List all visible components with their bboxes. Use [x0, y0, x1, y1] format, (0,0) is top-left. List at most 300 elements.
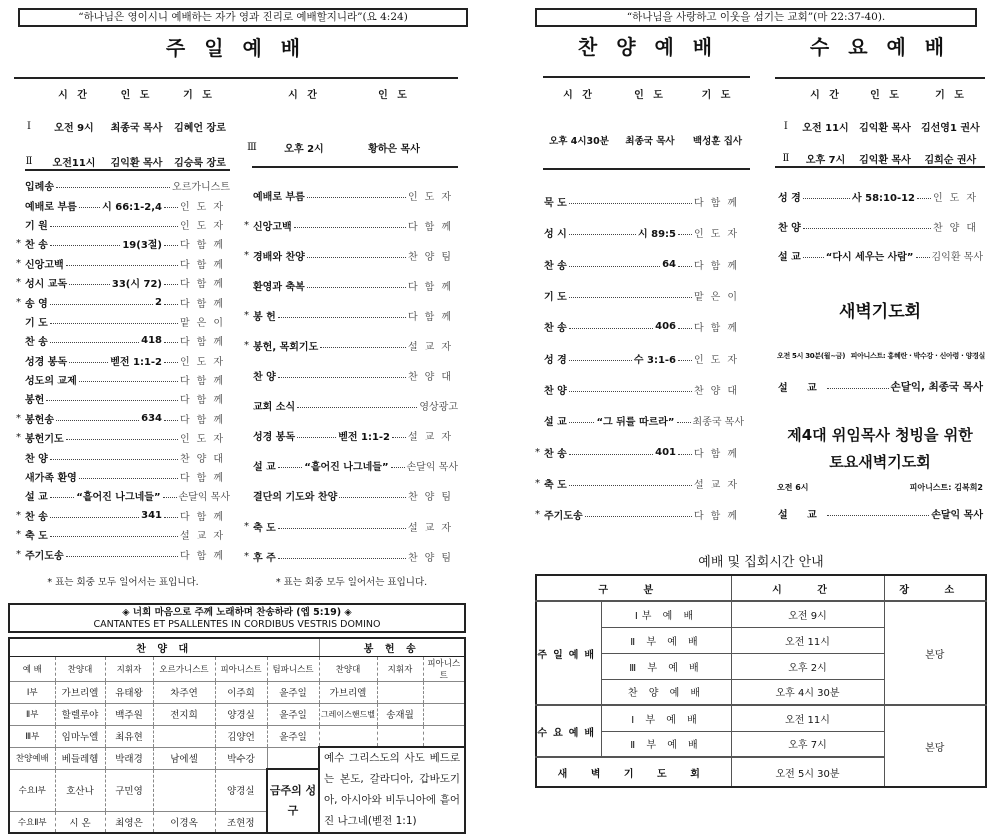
choir-cell: 남에셀 [153, 747, 215, 769]
order-item-role: 김익환 목사 [931, 252, 983, 264]
leader-dots [66, 265, 178, 266]
order-item-label: 찬 송 [25, 240, 48, 252]
order-item-label: 성경 봉독 [25, 356, 68, 368]
leader-dots [569, 328, 653, 329]
choir-column-header: 지휘자 [377, 656, 423, 681]
order-item [25, 195, 230, 214]
order-item-role: 설교자 [408, 432, 458, 444]
leader-dots [164, 420, 178, 421]
standing-mark: * [16, 412, 21, 424]
order-item [244, 240, 458, 270]
leader-dots [278, 377, 406, 378]
service-no: Ⅱ [25, 156, 33, 167]
choir-cell: 송재월 [377, 703, 423, 725]
leader-dots [320, 347, 406, 348]
saturday-time: 오전 6시 [777, 483, 809, 492]
choir-column-header: 찬양대 [55, 656, 105, 681]
standing-mark: * [16, 257, 21, 269]
service-time: 오후 7시 [731, 731, 884, 757]
service-time: 오후 4시30분 [549, 136, 609, 147]
service-name: Ⅰ 부 예 배 [601, 705, 731, 731]
standing-mark: * [535, 477, 540, 489]
saturday-prayer-title [775, 422, 985, 476]
service-leader: 최종국 목사 [625, 136, 675, 147]
order-item-role: 다함께 [180, 376, 230, 388]
standing-mark: * [16, 529, 21, 541]
leader-dots [50, 323, 178, 324]
choir-cell: 할렐루야 [55, 703, 105, 725]
order-item-role: 다함께 [694, 260, 744, 272]
service-leader: 김익환 목사 [110, 158, 163, 169]
schedule-row [536, 705, 986, 731]
leader-dots [79, 207, 100, 208]
leader-dots [79, 381, 178, 382]
header-category: 구 분 [536, 575, 731, 601]
order-item-label: 예배로 부름 [253, 191, 305, 203]
leader-dots [803, 257, 824, 258]
dawn-preacher: 손달익, 최종국 목사 [890, 381, 983, 393]
order-item-label: 성 경 [778, 193, 801, 205]
order-item [244, 300, 458, 330]
choir-cell [153, 769, 215, 811]
right-quote-banner: “하나님을 사랑하고 이웃을 섬기는 교회”(마 22:37-40). [535, 8, 977, 27]
order-item [544, 249, 744, 280]
header-prayer: 기 도 [183, 90, 215, 101]
order-item [253, 180, 458, 210]
order-item [25, 215, 230, 234]
choir-cell: 양경실 [215, 769, 267, 811]
header-leader: 인 도 [378, 90, 410, 101]
order-item [544, 342, 744, 373]
service-name: 찬양예배 [9, 747, 55, 769]
choir-cell: 양경실 [215, 703, 267, 725]
order-item-label: 축 도 [25, 531, 48, 543]
order-item-label: 성도의 교제 [25, 376, 77, 388]
order-item-role: 설교자 [408, 342, 458, 354]
leader-dots [569, 297, 692, 298]
order-item-label: 교회 소식 [253, 402, 296, 414]
choir-cell: 임마누엘 [55, 725, 105, 747]
order-item-role: 다함께 [408, 281, 458, 293]
dawn-prayer-title: 새벽기도회 [838, 302, 922, 322]
service-leader: 황하은 목사 [368, 144, 420, 155]
leader-dots [278, 467, 302, 468]
weekly-verse-text: 예수 그리스도의 사도 베드로는 본도, 갈라디아, 갑바도기아, 아시아와 비두니아에 흩어진 나그네(벧전 1:1) [319, 747, 465, 833]
order-item [244, 541, 458, 571]
saturday-sermon [778, 506, 983, 521]
order-item-role: 다함께 [180, 395, 230, 407]
leader-dots [164, 362, 178, 363]
order-item-role: 다함께 [180, 298, 230, 310]
sunday-service-b [240, 86, 458, 155]
choir-column-header: 찬양대 [319, 656, 377, 681]
category-dawn: 새 벽 기 도 회 [536, 757, 731, 787]
order-item-role: 찬양대 [180, 453, 230, 465]
divider [775, 166, 985, 168]
service-no: Ⅰ [783, 121, 788, 132]
order-item-role: 최종국 목사 [692, 417, 744, 429]
order-item [253, 391, 458, 421]
divider [775, 77, 985, 79]
leader-dots [307, 197, 406, 198]
choir-cell [319, 725, 377, 747]
divider [543, 168, 750, 170]
leader-dots [803, 198, 850, 199]
order-item-role: 인도자 [933, 193, 983, 205]
order-item [253, 451, 458, 481]
order-item-label: 봉헌송 [25, 414, 54, 426]
leader-dots [569, 454, 653, 455]
service-prayer: 백성훈 집사 [692, 136, 743, 147]
choir-row [9, 703, 465, 725]
leader-dots [50, 342, 139, 343]
order-item-label: 봉헌, 목회기도 [253, 342, 319, 354]
category-sunday: 주일예배 [536, 601, 601, 705]
choir-column-header: 예 배 [9, 656, 55, 681]
order-item-role: 다함께 [180, 240, 230, 252]
order-item-role: 다함께 [694, 323, 744, 335]
service-time: 오전 9시 [54, 123, 94, 134]
standing-mark: * [244, 340, 249, 352]
order-item-label: 찬 양 [25, 453, 48, 465]
order-item-label: 예배로 부름 [25, 201, 77, 213]
header-time: 시 간 [810, 90, 842, 101]
leader-dots [46, 400, 178, 401]
order-item-reference: 418 [141, 335, 163, 347]
service-leader: 김익환 목사 [859, 155, 911, 166]
leader-dots [916, 257, 930, 258]
leader-dots [50, 517, 139, 518]
schedule-row [536, 601, 986, 627]
order-item-label: 설 교 [253, 462, 276, 474]
choir-cell: 이경옥 [153, 811, 215, 833]
choir-cell: 윤주일 [267, 681, 319, 703]
service-row [14, 154, 232, 169]
leader-dots [56, 187, 170, 188]
order-item [25, 312, 230, 331]
choir-cell: 박수강 [215, 747, 267, 769]
saturday-prayer-info [777, 482, 983, 493]
order-item-reference: 19(3절) [122, 240, 163, 252]
order-item-label: 후 주 [253, 552, 276, 564]
standing-mark: * [244, 550, 249, 562]
standing-mark: * [244, 219, 249, 231]
service-row [775, 151, 985, 166]
order-item [244, 330, 458, 360]
order-item [25, 351, 230, 370]
leader-dots [294, 227, 406, 228]
leader-dots [66, 439, 178, 440]
saturday-title-line2: 토요새벽기도회 [829, 453, 931, 471]
service-prayer: 김승룩 장로 [174, 158, 226, 169]
leader-dots [164, 517, 178, 518]
standing-mark: * [16, 296, 21, 308]
service-time: 오전 11시 [802, 123, 849, 134]
order-item-label: 봉헌기도 [25, 434, 64, 446]
order-item-reference: 벧전 1:1-2 [110, 356, 163, 368]
service-name: Ⅱ 부 예 배 [601, 627, 731, 653]
order-item-reference: 401 [655, 446, 677, 458]
choir-cell: 유태왕 [105, 681, 153, 703]
leader-dots [69, 362, 108, 363]
service-name: Ⅲ 부 예 배 [601, 653, 731, 679]
order-item-role: 맡은이 [694, 292, 744, 304]
standing-mark: * [535, 509, 540, 521]
leader-dots [569, 203, 692, 204]
service-time: 오전 5시 30분 [731, 757, 884, 787]
choir-cell: 윤주일 [267, 725, 319, 747]
service-name: Ⅰ부 예 배 [601, 601, 731, 627]
order-item-reference: “다시 세우는 사람” [825, 252, 914, 264]
dawn-prayer-info [777, 351, 985, 361]
order-item-role: 다함께 [180, 279, 230, 291]
header-prayer: 기 도 [935, 90, 967, 101]
leader-dots [569, 234, 636, 235]
choir-cell [153, 725, 215, 747]
saturday-title-line1: 제4대 위임목사 청빙을 위한 [787, 426, 973, 444]
standing-mark: * [16, 509, 21, 521]
offertory-group-header: 봉 헌 송 [319, 638, 465, 656]
order-item-reference: 벧전 1:1-2 [338, 432, 391, 444]
choir-row [9, 747, 465, 769]
order-item [16, 273, 230, 292]
order-item [25, 331, 230, 350]
order-item-role: 다함께 [180, 337, 230, 349]
order-item [253, 361, 458, 391]
order-item-role: 영상광고 [419, 402, 458, 414]
order-item-role: 다함께 [694, 448, 744, 460]
order-item [544, 280, 744, 311]
dawn-sermon [778, 379, 983, 394]
order-item-label: 찬 양 [253, 372, 276, 384]
service-name: Ⅰ부 [9, 681, 55, 703]
standing-mark: * [16, 238, 21, 250]
service-row [14, 119, 232, 134]
praise-service-title: 찬 양 예 배 [577, 35, 719, 59]
order-item-role: 다함께 [694, 198, 744, 210]
order-item-label: 설 교 [544, 417, 567, 429]
standing-mark: * [16, 548, 21, 560]
order-item [25, 370, 230, 389]
service-name: Ⅱ 부 예 배 [601, 731, 731, 757]
service-time: 오전 11시 [731, 705, 884, 731]
leader-dots [297, 437, 336, 438]
order-item [16, 428, 230, 447]
order-item-reference: 사 58:10-12 [851, 193, 916, 205]
leader-dots [392, 437, 406, 438]
leader-dots [163, 497, 177, 498]
verse-korean: ◈ 너희 마음으로 주께 노래하며 찬송하라 (엡 5:19) ◈ [122, 607, 352, 618]
order-item-reference: 수 3:1-6 [633, 354, 677, 366]
order-item-role: 인도자 [408, 191, 458, 203]
leader-dots [678, 454, 692, 455]
order-item-role: 설교자 [694, 479, 744, 491]
service-name: Ⅱ부 [9, 703, 55, 725]
choir-cell: 가브리엘 [55, 681, 105, 703]
service-time: 오후 7시 [805, 155, 846, 166]
service-prayer: 김혜언 장로 [174, 123, 226, 134]
order-item-role: 다함께 [180, 550, 230, 562]
order-item-label: 기 도 [25, 317, 48, 329]
order-item-label: 새가족 환영 [25, 473, 77, 485]
schedule-title: 예배 및 집회시간 안내 [698, 555, 824, 570]
order-item [253, 481, 458, 511]
sunday-service-title: 주 일 예 배 [165, 36, 307, 60]
standing-mark: * [244, 309, 249, 321]
choir-cell [423, 703, 465, 725]
wednesday-order-of-worship [778, 182, 983, 271]
service-time: 오후 2시 [731, 653, 884, 679]
order-item-label: 결단의 기도와 찬양 [253, 492, 338, 504]
order-item-role: 다함께 [180, 473, 230, 485]
divider [14, 77, 458, 79]
order-item-label: 성경 봉독 [253, 432, 296, 444]
service-time: 오후 4시 30분 [731, 679, 884, 705]
divider [252, 166, 458, 168]
choir-cell: 윤주일 [267, 703, 319, 725]
sunday-services-a [14, 86, 232, 169]
choir-row [9, 725, 465, 747]
order-item-role: 다함께 [408, 311, 458, 323]
choir-cell: 조현정 [215, 811, 267, 833]
dawn-pianist: 피아니스트: 홍혜란 · 박수강 · 신아령 · 양경실 [850, 352, 985, 360]
footnote: * 표는 회중 모두 일어서는 표입니다. [47, 577, 199, 588]
leader-dots [56, 420, 139, 421]
order-item [535, 468, 744, 499]
praise-service-info [543, 86, 750, 147]
leader-dots [297, 407, 417, 408]
order-item-role: 맡은이 [180, 317, 230, 329]
order-item-role: 손달익 목사 [178, 492, 230, 504]
order-item-reference: 406 [655, 321, 677, 333]
order-of-worship-a [16, 176, 230, 564]
schedule-table [535, 574, 987, 788]
order-item [16, 254, 230, 273]
order-item-label: 경배와 찬양 [253, 251, 305, 263]
order-item [544, 374, 744, 405]
order-item [16, 292, 230, 311]
choir-cell: 최유현 [105, 725, 153, 747]
order-item-label: 설 교 [25, 492, 48, 504]
divider [543, 76, 750, 78]
service-row [775, 119, 985, 134]
order-item-label: 성 시 [544, 229, 567, 241]
order-item-label: 찬 송 [25, 511, 48, 523]
choir-cell: 김양언 [215, 725, 267, 747]
choir-cell: 백주원 [105, 703, 153, 725]
standing-mark: * [244, 520, 249, 532]
header-time: 시 간 [563, 90, 595, 101]
choir-cell: 시 온 [55, 811, 105, 833]
order-item-role: 인도자 [180, 220, 230, 232]
choir-column-header: 피아니스트 [215, 656, 267, 681]
leader-dots [50, 459, 178, 460]
choir-cell: 그레이스핸드벨 [319, 703, 377, 725]
choir-cell: 호산나 [55, 769, 105, 811]
leader-dots [678, 266, 692, 267]
service-prayer: 김선영1 권사 [920, 123, 980, 134]
choir-row [9, 681, 465, 703]
service-number: Ⅲ [247, 142, 257, 153]
wednesday-service-title: 수 요 예 배 [809, 35, 951, 59]
saturday-preacher: 손달익 목사 [931, 510, 983, 521]
order-item-label: 송 영 [25, 298, 48, 310]
header-time: 시 간 [58, 90, 90, 101]
order-item-label: 찬 송 [25, 337, 48, 349]
choir-column-header: 지휘자 [105, 656, 153, 681]
leader-dots [50, 245, 121, 246]
order-item [544, 217, 744, 248]
order-item [25, 447, 230, 466]
service-place: 본당 [884, 705, 986, 787]
order-item-role: 설교자 [408, 522, 458, 534]
order-item-reference: “그 뒤를 따르라” [596, 417, 675, 429]
order-item-label: 봉헌 [25, 395, 45, 407]
sermon-label: 설 교 [778, 383, 825, 394]
standing-mark: * [16, 432, 21, 444]
standing-mark: * [535, 446, 540, 458]
order-item-role: 인도자 [694, 229, 744, 241]
order-item-label: 성시 교독 [25, 279, 68, 291]
service-name: Ⅲ부 [9, 725, 55, 747]
order-item [25, 467, 230, 486]
service-time: 오전 11시 [731, 627, 884, 653]
order-item [25, 486, 230, 505]
order-item [16, 525, 230, 544]
order-item-reference: 시 89:5 [638, 229, 677, 241]
header-place: 장 소 [884, 575, 986, 601]
leader-dots [50, 536, 178, 537]
category-wednesday: 수요예배 [536, 705, 601, 757]
leader-dots [677, 422, 691, 423]
choir-column-header: 팀파니스트 [267, 656, 319, 681]
leader-dots [79, 478, 178, 479]
service-leader: 김익환 목사 [859, 123, 911, 134]
order-item-label: 찬 송 [544, 323, 567, 335]
empty-cell [267, 747, 319, 769]
order-item-reference: 시 66:1-2,4 [102, 201, 163, 213]
order-item [544, 405, 744, 436]
choir-cell: 베들레헴 [55, 747, 105, 769]
order-item-role: 찬양팀 [408, 552, 458, 564]
choir-cell: 최영은 [105, 811, 153, 833]
order-item-label: 주기도송 [544, 511, 583, 523]
verse-banner [8, 603, 466, 633]
order-item-role: 찬양대 [933, 222, 983, 234]
order-item-role: 손달익 목사 [406, 462, 458, 474]
order-item [535, 436, 744, 467]
footnote: * 표는 회중 모두 일어서는 표입니다. [275, 577, 428, 588]
leader-dots [585, 516, 692, 517]
order-item [16, 234, 230, 253]
leader-dots [164, 304, 178, 305]
order-item-label: 기 도 [544, 292, 567, 304]
verse-latin: CANTANTES ET PSALLENTES IN CORDIBUS VESTRIS DOMINO [93, 619, 381, 630]
leader-dots [339, 497, 406, 498]
leader-dots [307, 257, 406, 258]
order-item-role: 찬양대 [694, 385, 744, 397]
order-item [244, 210, 458, 240]
choir-table [8, 637, 466, 834]
standing-mark: * [16, 277, 21, 289]
leader-dots [164, 284, 178, 285]
praise-order-of-worship [535, 186, 744, 530]
standing-mark: * [244, 249, 249, 261]
order-item-role: 인도자 [180, 356, 230, 368]
order-item [16, 409, 230, 428]
order-item [16, 544, 230, 563]
choir-cell: 전지희 [153, 703, 215, 725]
